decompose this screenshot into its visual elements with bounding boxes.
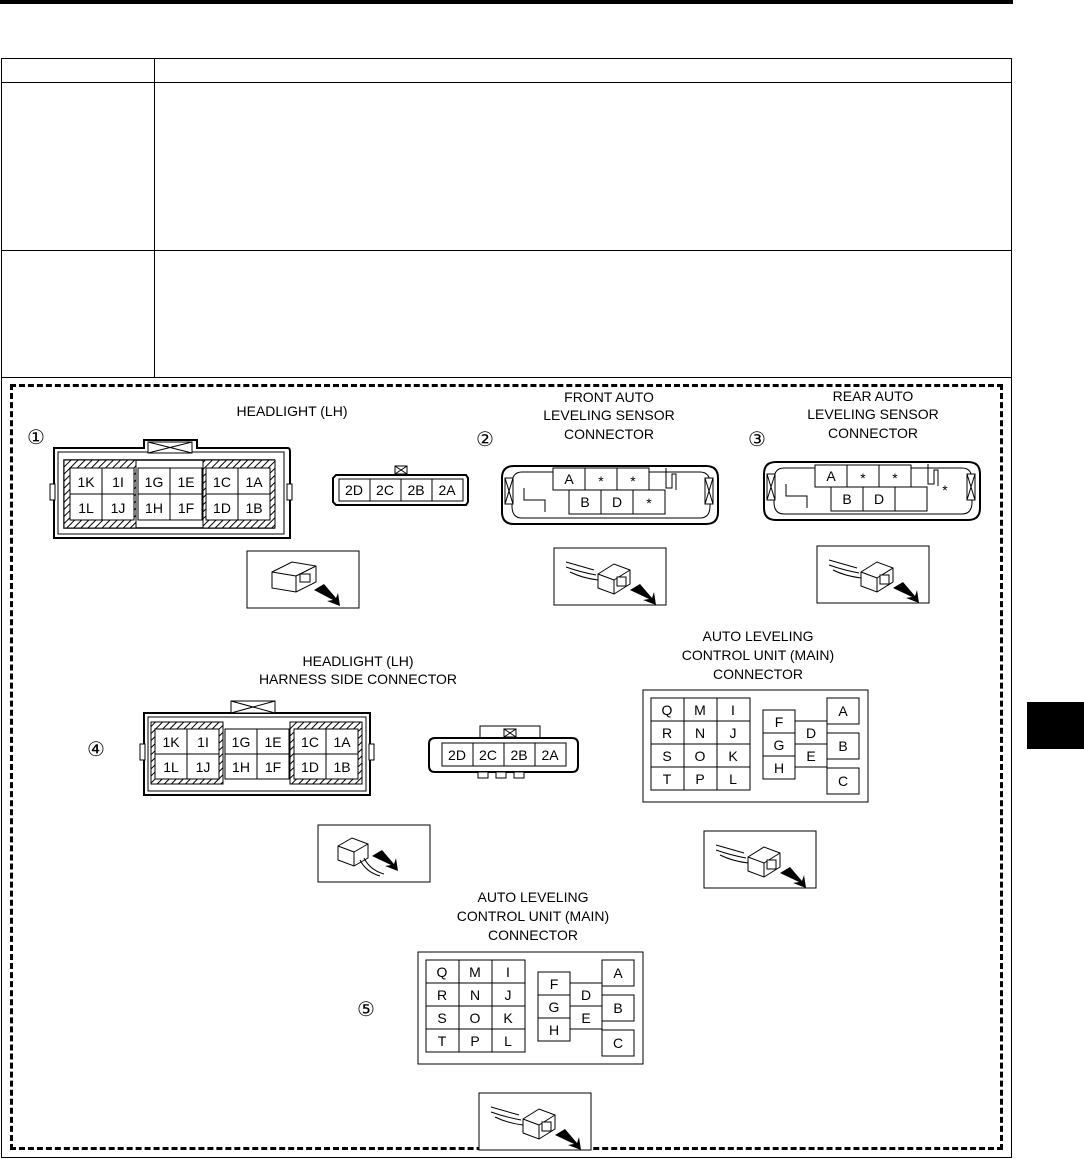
svg-text:T: T [662, 771, 672, 787]
connector-2-front-sensor [476, 389, 718, 605]
svg-text:K: K [728, 748, 738, 764]
connector-2-index: ② [476, 429, 494, 451]
svg-text:2D: 2D [345, 482, 363, 498]
svg-text:A: A [613, 965, 623, 981]
svg-text:2D: 2D [448, 747, 466, 763]
svg-text:CONNECTOR: CONNECTOR [488, 927, 578, 943]
svg-text:*: * [942, 482, 948, 498]
svg-text:M: M [469, 964, 481, 980]
svg-text:2B: 2B [407, 482, 425, 498]
svg-text:S: S [662, 748, 672, 764]
svg-text:T: T [437, 1033, 447, 1049]
svg-text:1K: 1K [77, 474, 95, 490]
svg-text:FRONT AUTO: FRONT AUTO [564, 389, 654, 405]
svg-text:B: B [613, 1000, 623, 1016]
svg-text:CONNECTOR: CONNECTOR [713, 666, 803, 682]
terminal-view-icon [318, 825, 430, 882]
svg-text:2C: 2C [376, 482, 394, 498]
svg-text:P: P [695, 771, 705, 787]
svg-text:1F: 1F [177, 500, 195, 516]
svg-text:1B: 1B [245, 500, 263, 516]
svg-text:*: * [598, 473, 604, 489]
connector-3-rear-sensor [748, 388, 980, 603]
svg-text:1I: 1I [112, 474, 124, 490]
svg-text:P: P [470, 1033, 480, 1049]
svg-text:N: N [469, 987, 481, 1003]
svg-text:G: G [548, 999, 560, 1015]
svg-text:1A: 1A [333, 734, 351, 750]
svg-text:A: A [564, 471, 574, 487]
svg-text:*: * [892, 470, 898, 486]
svg-text:1E: 1E [264, 734, 282, 750]
svg-text:CONTROL UNIT (MAIN): CONTROL UNIT (MAIN) [681, 647, 835, 663]
svg-text:1H: 1H [232, 759, 250, 775]
svg-text:C: C [837, 773, 849, 789]
svg-text:M: M [694, 702, 706, 718]
svg-text:1L: 1L [163, 759, 179, 775]
svg-text:D: D [580, 987, 592, 1003]
svg-text:O: O [469, 1010, 481, 1026]
svg-text:1D: 1D [301, 759, 319, 775]
svg-text:CONNECTOR: CONNECTOR [828, 425, 918, 441]
svg-text:D: D [611, 494, 623, 510]
svg-text:B: B [842, 491, 852, 507]
connector-4-aux-pins [429, 726, 578, 778]
svg-text:I: I [506, 964, 510, 980]
svg-text:R: R [661, 725, 673, 741]
svg-text:1F: 1F [264, 759, 282, 775]
terminal-view-icon [247, 551, 359, 608]
terminal-view-icon [554, 548, 666, 605]
svg-text:2B: 2B [510, 747, 528, 763]
connector-1-main-pins [70, 468, 270, 520]
svg-text:R: R [436, 987, 448, 1003]
svg-text:1G: 1G [144, 474, 164, 490]
svg-text:1H: 1H [145, 500, 163, 516]
svg-text:D: D [873, 491, 885, 507]
connector-4-headlight-harness [87, 653, 578, 882]
svg-text:I: I [731, 702, 735, 718]
svg-text:AUTO LEVELING: AUTO LEVELING [702, 628, 814, 644]
svg-text:E: E [581, 1010, 591, 1026]
svg-text:L: L [504, 1033, 512, 1049]
svg-text:1J: 1J [195, 759, 211, 775]
svg-text:2A: 2A [541, 747, 559, 763]
svg-text:J: J [504, 987, 512, 1003]
svg-text:E: E [806, 748, 816, 764]
svg-text:F: F [774, 714, 784, 730]
connector-1-aux-pins [333, 466, 468, 505]
connector-3-index: ③ [748, 429, 766, 451]
svg-text:LEVELING SENSOR: LEVELING SENSOR [807, 406, 939, 422]
svg-text:1C: 1C [301, 734, 319, 750]
svg-text:AUTO LEVELING: AUTO LEVELING [477, 889, 589, 905]
connector-5-auto-leveling-control-unit [357, 889, 643, 1150]
svg-text:F: F [549, 976, 559, 992]
connector-4-index: ④ [87, 739, 105, 761]
svg-text:1C: 1C [213, 474, 231, 490]
svg-text:2A: 2A [438, 482, 456, 498]
svg-text:S: S [437, 1010, 447, 1026]
svg-text:HARNESS SIDE CONNECTOR: HARNESS SIDE CONNECTOR [258, 671, 458, 687]
svg-text:H: H [773, 760, 785, 776]
svg-text:B: B [580, 494, 590, 510]
svg-text:D: D [805, 725, 817, 741]
svg-text:K: K [503, 1010, 513, 1026]
connector-1-title: HEADLIGHT (LH) [236, 403, 348, 419]
svg-text:CONTROL UNIT (MAIN): CONTROL UNIT (MAIN) [456, 908, 610, 924]
connector-1-index: ① [27, 427, 45, 449]
svg-text:1L: 1L [78, 500, 94, 516]
svg-text:1E: 1E [177, 474, 195, 490]
svg-text:1G: 1G [231, 734, 251, 750]
svg-text:LEVELING SENSOR: LEVELING SENSOR [543, 407, 675, 423]
svg-text:1J: 1J [110, 500, 126, 516]
svg-text:CONNECTOR: CONNECTOR [564, 426, 654, 442]
connector-5-index: ⑤ [357, 999, 375, 1021]
svg-text:*: * [646, 495, 652, 511]
svg-text:B: B [838, 738, 848, 754]
connector-1-headlight-lh [27, 403, 468, 608]
svg-text:O: O [694, 748, 706, 764]
svg-text:G: G [773, 737, 785, 753]
svg-text:J: J [729, 725, 737, 741]
svg-text:2C: 2C [479, 747, 497, 763]
connector-auto-leveling-control-unit-upper [643, 628, 868, 888]
svg-text:1A: 1A [245, 474, 263, 490]
svg-text:1B: 1B [333, 759, 351, 775]
svg-text:HEADLIGHT (LH): HEADLIGHT (LH) [302, 653, 414, 669]
connector-4-main-pins [155, 729, 358, 779]
svg-text:1I: 1I [197, 734, 209, 750]
svg-text:C: C [612, 1035, 624, 1051]
svg-text:*: * [860, 470, 866, 486]
svg-text:N: N [694, 725, 706, 741]
svg-text:Q: Q [436, 964, 448, 980]
terminal-view-icon [479, 1093, 591, 1150]
svg-text:1K: 1K [162, 734, 180, 750]
svg-text:A: A [826, 468, 836, 484]
svg-text:L: L [729, 771, 737, 787]
svg-text:*: * [630, 473, 636, 489]
terminal-view-icon [704, 831, 816, 888]
svg-text:A: A [838, 703, 848, 719]
svg-text:1D: 1D [213, 500, 231, 516]
svg-text:Q: Q [661, 702, 673, 718]
svg-text:H: H [548, 1022, 560, 1038]
svg-text:REAR AUTO: REAR AUTO [832, 388, 914, 404]
terminal-view-icon [817, 546, 929, 603]
